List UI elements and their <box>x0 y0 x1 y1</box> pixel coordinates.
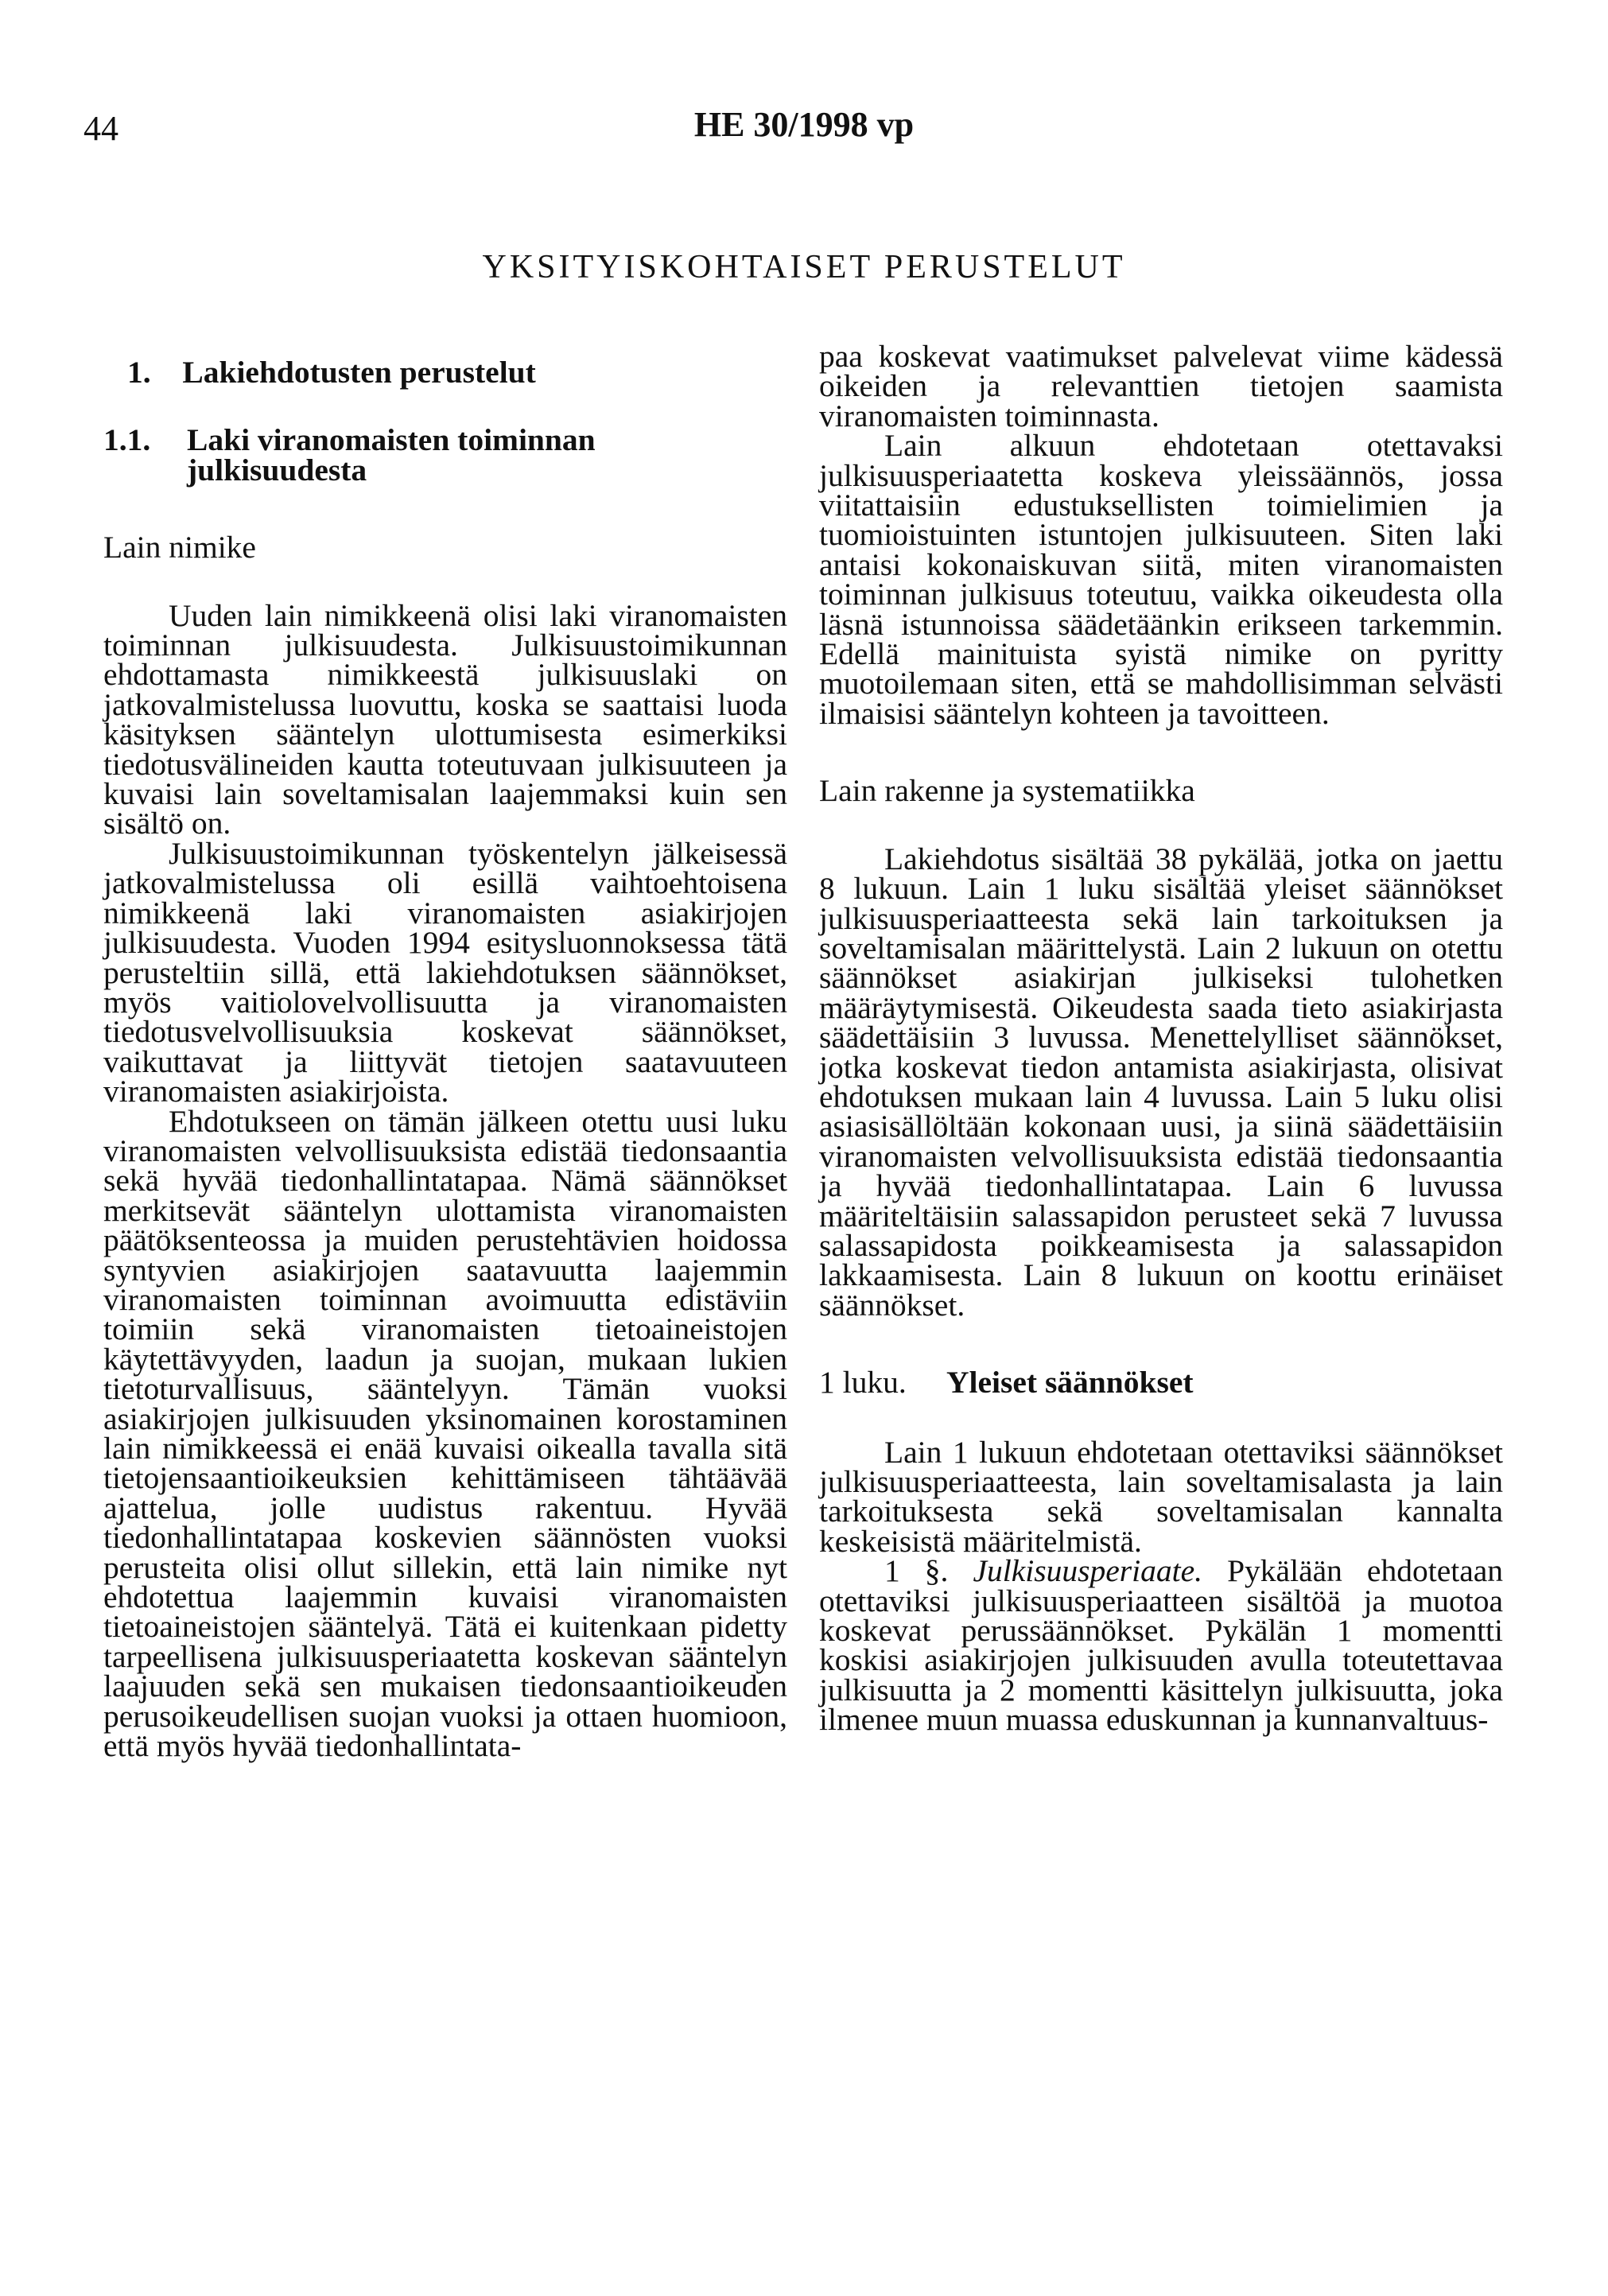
paragraph: Julkisuustoimikunnan työskentelyn jälkeisessä jatkovalmistelussa oli esillä vaihtoehtoisena nimikkeenä laki viranomaisten asiakirjojen julkisuudesta. Vuoden 1994 esitysluonnoksessa tätä perusteltiin sillä, että lakiehdotuksen säännökset, myös vaitiolovelvollisuutta ja viranomaisten tiedotusvelvollisuuksia koskevat säännökset, vaikuttavat ja liittyvät tietojen saatavuuteen viranomaisten asiakirjoista. <box>103 835 787 1109</box>
paragraph-continued: paa koskevat vaatimukset palvelevat viime kädessä oikeiden ja relevanttien tietojen saamista viranomaisten toiminnasta. <box>819 339 1503 433</box>
left-column <box>103 342 787 1764</box>
subsection-number: 1.1. <box>103 422 151 458</box>
section-title-italic: Julkisuusperiaate. <box>973 1553 1203 1589</box>
main-heading: YKSITYISKOHTAISET PERUSTELUT <box>482 249 1126 286</box>
subheading-lain-rakenne: Lain rakenne ja systematiikka <box>819 773 1195 809</box>
subsection-title-line2: julkisuudesta <box>187 452 367 488</box>
right-column <box>819 339 1504 1738</box>
page-number: 44 <box>84 109 118 148</box>
section-heading <box>103 355 787 390</box>
paragraph: Lain alkuun ehdotetaan otettavaksi julkisuusperiaatetta koskeva yleissäännös, jossa viitattaisiin edustuksellisten toimielimien ja tuomioistuinten istuntojen julkisuuteen. Siten laki antaisi kokonaiskuvan siitä, miten viranomaisten toiminnan julkisuus toteutuu, vaikka oikeudesta olla läsnä istunnoissa säädetäänkin erikseen tarkemmin. Edellä mainituista syistä nimike on pyritty muotoilemaan siten, että se mahdollisimman selvästi ilmaisisi sääntelyn kohteen ja tavoitteen. <box>819 428 1503 731</box>
paragraph: Lain 1 lukuun ehdotetaan otettaviksi säännökset julkisuusperiaatteesta, lain soveltamisalasta ja lain tarkoituksesta sekä soveltamisalan kannalta keskeisistä määritelmistä. <box>819 1434 1503 1559</box>
section-text: Pykälään ehdotetaan otettaviksi julkisuusperiaatteen sisältöä ja muotoa koskevat perussäännökset. Pykälän 1 momentti koskisi asiakirjojen julkisuuden avulla toteutettavaa julkisuutta ja 2 momentti käsittelyn julkisuutta, joka ilmenee muun muassa eduskunnan ja kunnanvaltuus- <box>819 1553 1504 1738</box>
chapter-title: Yleiset säännökset <box>946 1365 1194 1401</box>
paragraph: Uuden lain nimikkeenä olisi laki viranomaisten toiminnan julkisuudesta. Julkisuustoimikunnan ehdottamasta nimikkeestä julkisuuslaki on jatkovalmistelussa luovuttu, koska se saattaisi luoda käsityksen sääntelyn ulottumisesta esimerkiksi tiedotusvälineiden kautta toteutuvaan julkisuuteen ja kuvaisi lain soveltamisalan laajemmaksi kuin sen sisältö on. <box>103 597 787 841</box>
paragraph: Lakiehdotus sisältää 38 pykälää, jotka on jaettu 8 lukuun. Lain 1 luku sisältää yleiset säännökset julkisuusperiaatteesta sekä lain tarkoituksen ja soveltamisalan määrittelystä. Lain 2 lukuun on otettu säännökset asiakirjan julkiseksi tulohetken määräytymisestä. Oikeudesta saada tieto asiakirjasta säädettäisiin 3 luvussa. Menettelylliset säännökset, jotka koskevat tiedon antamista asiakirjasta, olisivat ehdotuksen mukaan lain 4 luvussa. Lain 5 luku olisi asiasisällöltään kokonaan uusi, ja siinä säädettäisiin viranomaisten velvollisuuksista edistää tiedonsaantia ja hyvää tiedonhallintatapaa. Lain 6 luvussa määriteltäisiin salassapidon perusteet sekä 7 luvussa salassapidosta poikkeamisesta ja salassapidon lakkaamisesta. Lain 8 lukuun on koottu erinäiset säännökset. <box>819 841 1503 1323</box>
paragraph-section-1 <box>819 1553 1504 1738</box>
subsection-heading <box>103 422 787 488</box>
subheading-lain-nimike: Lain nimike <box>103 530 256 565</box>
chapter-label: 1 luku. <box>819 1365 907 1401</box>
section-sign-lead: 1 §. <box>884 1553 949 1589</box>
chapter-heading <box>819 1365 1503 1401</box>
paragraph: Ehdotukseen on tämän jälkeen otettu uusi luku viranomaisten velvollisuuksista edistää tiedonsaantia sekä hyvää tiedonhallintatapaa. Nämä säännökset merkitsevät sääntelyn ulottamista viranomaisten päätöksenteossa ja muiden perustehtävien hoidossa syntyvien asiakirjojen saatavuutta laajemmin viranomaisten toiminnan avoimuutta edistäviin toimiin sekä viranomaisten tietoaineistojen käytettävyyden, laadun ja suojan, mukaan lukien tietoturvallisuus, sääntelyyn. Tämän vuoksi asiakirjojen julkisuuden yksinomainen korostaminen lain nimikkeessä ei enää kuvaisi oikealla tavalla sitä tietojensaantioikeuksien kehittämiseen tähtäävää ajattelua, jolle uudistus rakentuu. Hyvää tiedonhallintatapaa koskevien säännösten vuoksi perusteita olisi ollut sillekin, että lain nimike nyt ehdotettua laajemmin kuvaisi viranomaisten tietoaineistojen sääntelyä. Tätä ei kuitenkaan pidetty tarpeellisena julkisuusperiaatetta koskevan sääntelyn laajuuden sekä sen mukaisen tiedonsaantioikeuden perusoikeudellisen suojan vuoksi ja ottaen huomioon, että myös hyvää tiedonhallintata- <box>103 1103 787 1764</box>
subsection-title-line1: Laki viranomaisten toiminnan <box>187 422 596 458</box>
section-number: 1. <box>127 355 151 390</box>
running-head: HE 30/1998 vp <box>693 105 915 144</box>
section-title: Lakiehdotusten perustelut <box>182 355 536 390</box>
